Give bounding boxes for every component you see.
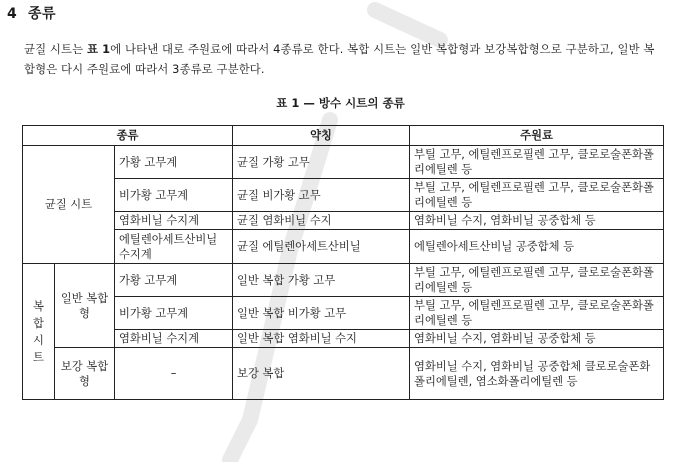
table-row: [23, 348, 664, 400]
subgroup-reinforced: 보강 복합형: [55, 348, 115, 400]
cell-kind: –: [115, 348, 233, 400]
cell-abbr: 일반 복합 가황 고무: [233, 264, 410, 297]
cell-material: 부틸 고무, 에틸렌프로필렌 고무, 클로로술폰화폴리에틸렌 등: [410, 297, 664, 330]
intro-paragraph: [24, 39, 664, 79]
table-caption: 표 1 — 방수 시트의 종류: [276, 96, 405, 110]
cell-material: 부틸 고무, 에틸렌프로필렌 고무, 클로로술폰화폴리에틸렌 등: [410, 146, 664, 179]
paragraph-text-2: 에 나타낸 대로 주원료에 따라서 4종류로 한다. 복합 시트는 일반 복합형과 보강복합형으로 구분하고, 일반 복합형은 다시 주원료에 따라서 3종류로 구분한다.: [24, 42, 655, 76]
cell-abbr: 균질 에틸렌아세트산비닐: [233, 230, 410, 264]
table-row: [23, 297, 664, 330]
cell-kind: 가황 고무계: [115, 264, 233, 297]
section-title-text: 종류: [28, 6, 57, 22]
cell-kind: 비가황 고무계: [115, 179, 233, 212]
cell-abbr: 균질 비가황 고무: [233, 179, 410, 212]
cell-kind: 염화비닐 수지계: [115, 330, 233, 348]
cell-abbr: 균질 가황 고무: [233, 146, 410, 179]
header-kind: 종류: [23, 126, 233, 146]
cell-material: 부틸 고무, 에틸렌프로필렌 고무, 클로로술폰화폴리에틸렌 등: [410, 179, 664, 212]
cell-abbr: 일반 복합 비가황 고무: [233, 297, 410, 330]
cell-kind: 염화비닐 수지계: [115, 212, 233, 230]
cell-abbr: 일반 복합 염화비닐 수지: [233, 330, 410, 348]
group-homogeneous: 균질 시트: [23, 146, 115, 264]
table-row: [23, 264, 664, 297]
table-row: [23, 230, 664, 264]
cell-kind: 비가황 고무계: [115, 297, 233, 330]
paragraph-text-1: 균질 시트는: [24, 42, 87, 56]
section-heading: [7, 3, 56, 23]
cell-material: 염화비닐 수지, 염화비닐 공중합체 등: [410, 212, 664, 230]
table-header-row: [23, 126, 664, 146]
cell-material: 에틸렌아세트산비닐 공중합체 등: [410, 230, 664, 264]
table-row: [23, 146, 664, 179]
table-row: [23, 179, 664, 212]
header-material: 주원료: [410, 126, 664, 146]
group-composite: 복 합 시 트: [23, 264, 55, 400]
table-row: [23, 212, 664, 230]
cell-kind: 에틸렌아세트산비닐 수지계: [115, 230, 233, 264]
table-row: [23, 330, 664, 348]
cell-material: 염화비닐 수지, 염화비닐 공중합체 등: [410, 330, 664, 348]
cell-abbr: 균질 염화비닐 수지: [233, 212, 410, 230]
table-reference: 표 1: [86, 42, 111, 56]
cell-kind: 가황 고무계: [115, 146, 233, 179]
subgroup-general: 일반 복합형: [55, 264, 115, 348]
cell-material: 염화비닐 수지, 염화비닐 공중합체 클로로술폰화폴리에틸렌, 염소화폴리에틸렌 등: [410, 348, 664, 400]
cell-material: 부틸 고무, 에틸렌프로필렌 고무, 클로로술폰화폴리에틸렌 등: [410, 264, 664, 297]
waterproof-sheet-types-table: [22, 125, 664, 400]
header-abbr: 약칭: [233, 126, 410, 146]
section-number: 4: [7, 6, 18, 22]
cell-abbr: 보강 복합: [233, 348, 410, 400]
